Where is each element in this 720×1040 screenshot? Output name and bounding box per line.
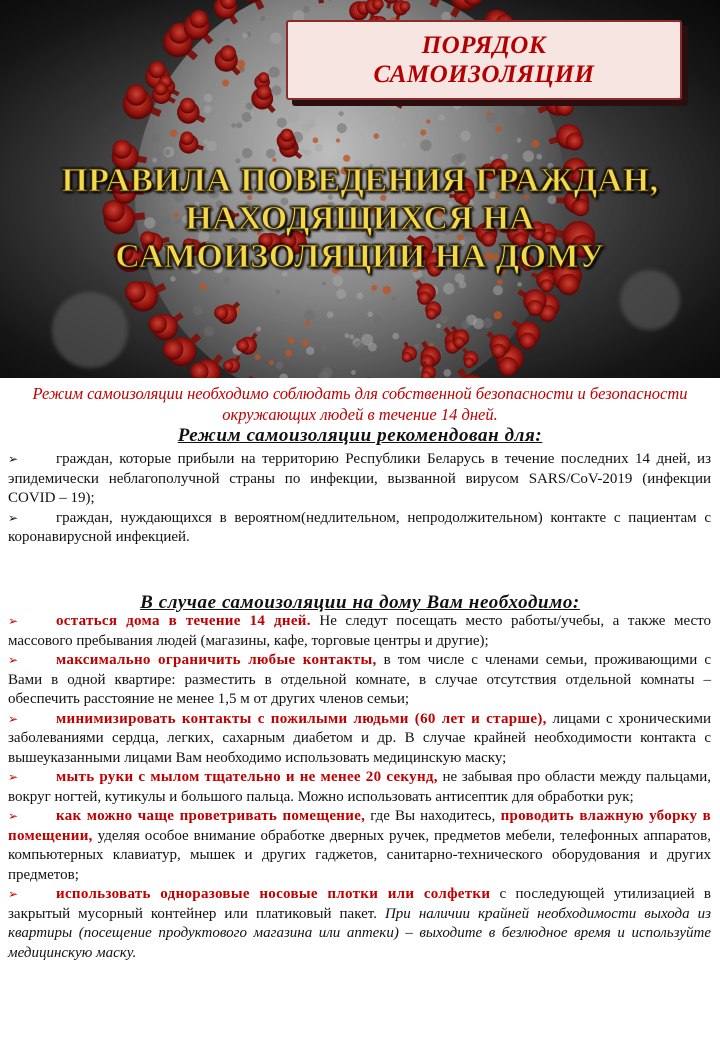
list-item: ➢ максимально ограничить любые контакты, в том числе с членами семьи, проживающими с Вами в одной квартире: разместить в отдельной комнате, в случае отсутствия отдельной комнаты – обеспечить расстояние не менее 1,5 м от других членов семьи;	[8, 652, 711, 707]
arrowhead-bullet-icon: ➢	[8, 510, 19, 525]
section-recommended-title: Режим самоизоляции рекомендован для:	[177, 425, 543, 446]
list-item: ➢ как можно чаще проветривать помещение, где Вы находитесь, проводить влажную уборку в помещении, уделяя особое внимание обработке дверных ручек, предметов мебели, телефонных аппаратов, компьютерных клавиатур, мышек и других гаджетов, санитарно-технического оборудования и других предметов;	[8, 808, 711, 883]
section-required-title: В случае самоизоляции на дому Вам необходимо:	[140, 592, 580, 613]
arrowhead-bullet-icon: ➢	[8, 653, 19, 667]
intro-text: Режим самоизоляции необходимо соблюдать для собственной безопасности и безопасности окружающих людей в течение 14 дней.	[32, 384, 688, 424]
arrowhead-bullet-icon: ➢	[8, 452, 19, 466]
list-item: ➢ граждан, нуждающихся в вероятном(недлительном, непродолжительном) контакте с пациентам с коронавирусной инфекцией.	[8, 509, 711, 545]
list-item: ➢ использовать одноразовые носовые плотки или солфетки с последующей утилизацией в закрытый мусорный контейнер или платиковый пакет. При наличии крайней необходимости выхода из квартиры (посещение продуктового магазина или аптеки) – выходите в безлюдное время и используйте медицинскую маску.	[8, 886, 711, 961]
arrowhead-bullet-icon: ➢	[8, 770, 19, 784]
list-item: ➢ граждан, которые прибыли на территорию Республики Беларусь в течение последних 14 дней, из эпидемически неблагополучной страны по инфекции, вызванной вирусом SARS/CoV-2019 (инфекции COVID – 19);	[8, 451, 711, 506]
arrowhead-bullet-icon: ➢	[8, 711, 19, 726]
headline: ПРАВИЛА ПОВЕДЕНИЯ ГРАЖДАН, НАХОДЯЩИХСЯ НА САМОИЗОЛЯЦИИ НА ДОМУ	[61, 162, 659, 275]
header-banner	[0, 0, 720, 378]
arrowhead-bullet-icon: ➢	[8, 809, 19, 823]
list-item: ➢ остаться дома в течение 14 дней. Не следут посещать место работы/учебы, а также место массового пребывания людей (магазины, кафе, торговые центры и другие);	[8, 613, 711, 649]
required-actions-list	[8, 612, 711, 963]
box-title: ПОРЯДОК САМОИЗОЛЯЦИИ	[373, 32, 595, 88]
list-item: ➢ мыть руки с мылом тщательно и не менее 20 секунд, не забывая про области между пальцами, вокруг ногтей, кутикулы и большого пальца. Можно использовать антисептик для обработки рук;	[8, 769, 711, 805]
title-box	[286, 20, 682, 100]
arrowhead-bullet-icon: ➢	[8, 887, 19, 901]
list-item: ➢ минимизировать контакты с пожилыми людьми (60 лет и старше), лицами с хроническими заболеваниями сердца, легких, сахарным диабетом и др. В случае крайней необходимости контакта с вышеуказанными лицами Вам необходимо использовать медицинскую маску;	[8, 710, 711, 766]
recommended-list	[8, 450, 711, 548]
arrowhead-bullet-icon: ➢	[8, 614, 19, 628]
